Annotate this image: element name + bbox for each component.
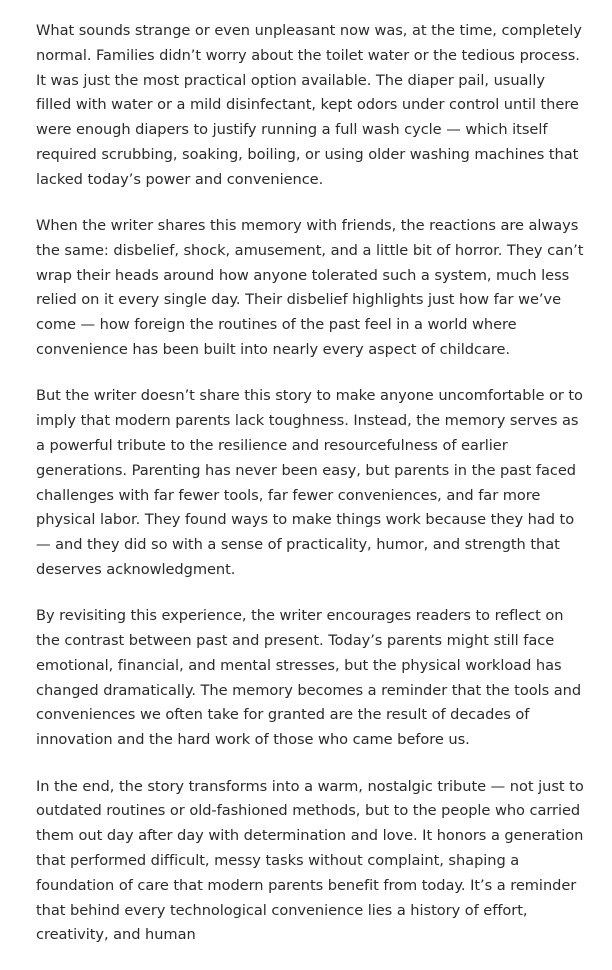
paragraph-3: But the writer doesn’t share this story to make anyone uncomfortable or to imply that modern parents lack toughness. Instead, the memory serves as a powerful tribute to the resilience and resourcefulness of earlier generations. Parenting has never been easy, but parents in the past faced challenges with far fewer tools, far fewer conveniences, and far more physical labor. They found ways to make things work because they had to — and they did so with a sense of practicality, humor, and strength that deserves acknowledgment. <box>36 387 583 578</box>
paragraph-4: By revisiting this experience, the writer encourages readers to reflect on the contrast between past and present. Today’s parents might still face emotional, financial, and mental stresses, but the physical workload has changed dramatically. The memory becomes a reminder that the tools and conveniences we often take for granted are the result of decades of innovation and the hard work of those who came before us. <box>36 607 582 749</box>
paragraph-1: What sounds strange or even unpleasant now was, at the time, completely normal. Families didn’t worry about the toilet water or the tedious process. It was just the most practical option available. The diaper pail, usually filled with water or a mild disinfectant, kept odors under control until there were enough diapers to justify running a full wash cycle — which itself required scrubbing, soaking, boiling, or using older washing machines that lacked today’s power and convenience. <box>36 22 582 188</box>
paragraph-5: In the end, the story transforms into a warm, nostalgic tribute — not just to outdated routines or old-fashioned methods, but to the people who carried them out day after day with determination and love. It honors a generation that performed difficult, messy tasks without complaint, shaping a foundation of care that modern parents benefit from today. It’s a reminder that behind every technological convenience lies a history of effort, creativity, and human <box>36 777 584 944</box>
paragraph-2: When the writer shares this memory with friends, the reactions are always the same: disbelief, shock, amusement, and a little bit of horror. They can’t wrap their heads around how anyone tolerated such a system, much less relied on it every single day. Their disbelief highlights just how far we’ve come — how foreign the routines of the past feel in a world where convenience has been built into nearly every aspect of childcare. <box>36 217 584 359</box>
article-body <box>36 19 584 970</box>
